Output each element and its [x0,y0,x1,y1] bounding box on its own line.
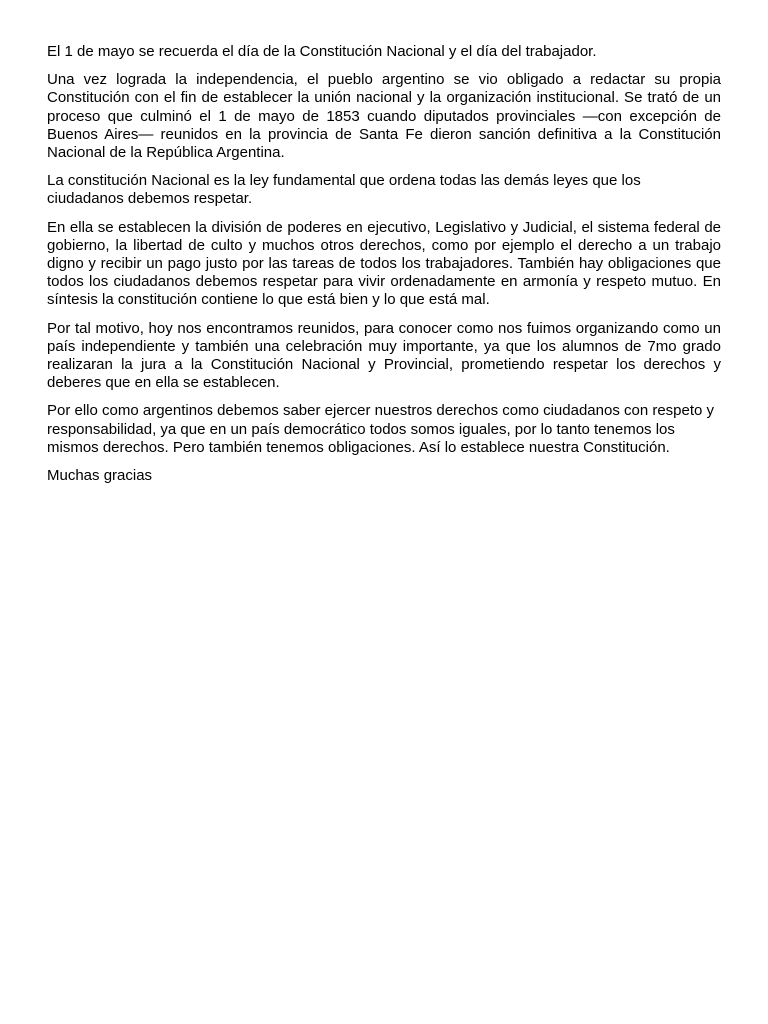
paragraph-division-of-powers: En ella se establecen la división de poderes en ejecutivo, Legislativo y Judicial, el sistema federal de gobierno, la libertad de culto y muchos otros derechos, como por ejemplo el derecho a un trabajo digno y recibir un pago justo por las tareas de todos los trabajadores. También hay obligaciones que todos los ciudadanos debemos respetar para vivir ordenadamente en armonía y respeto mutuo. En síntesis la constitución contiene lo que está bien y lo que está mal. [47,218,721,309]
paragraph-rights-duties: Por ello como argentinos debemos saber ejercer nuestros derechos como ciudadanos con respeto y responsabilidad, ya que en un país democrático todos somos iguales, por lo tanto tenemos los mismos derechos. Pero también tenemos obligaciones. Así lo establece nuestra Constitución. [47,402,715,456]
paragraph-fundamental-law: La constitución Nacional es la ley fundamental que ordena todas las demás leyes que los ciudadanos debemos respetar. [47,172,641,208]
paragraph-oath: Por tal motivo, hoy nos encontramos reunidos, para conocer como nos fuimos organizando como un país independiente y también una celebración muy importante, ya que los alumnos de 7mo grado realizaran la jura a la Constitución Nacional y Provincial, prometiendo respetar los derechos y deberes que en ella se establecen. [47,319,721,392]
paragraph-closing: Muchas gracias [47,467,153,485]
paragraph-intro: El 1 de mayo se recuerda el día de la Constitución Nacional y el día del trabajador. [47,43,597,60]
document-body [47,43,721,495]
paragraph-independence: Una vez lograda la independencia, el pueblo argentino se vio obligado a redactar su propia Constitución con el fin de establecer la unión nacional y la organización institucional. Se trató de un proceso que culminó el 1 de mayo de 1853 cuando diputados provinciales —con excepción de Buenos Aires— reunidos en la provincia de Santa Fe dieron sanción definitiva a la Constitución Nacional de la República Argentina. [47,71,721,162]
